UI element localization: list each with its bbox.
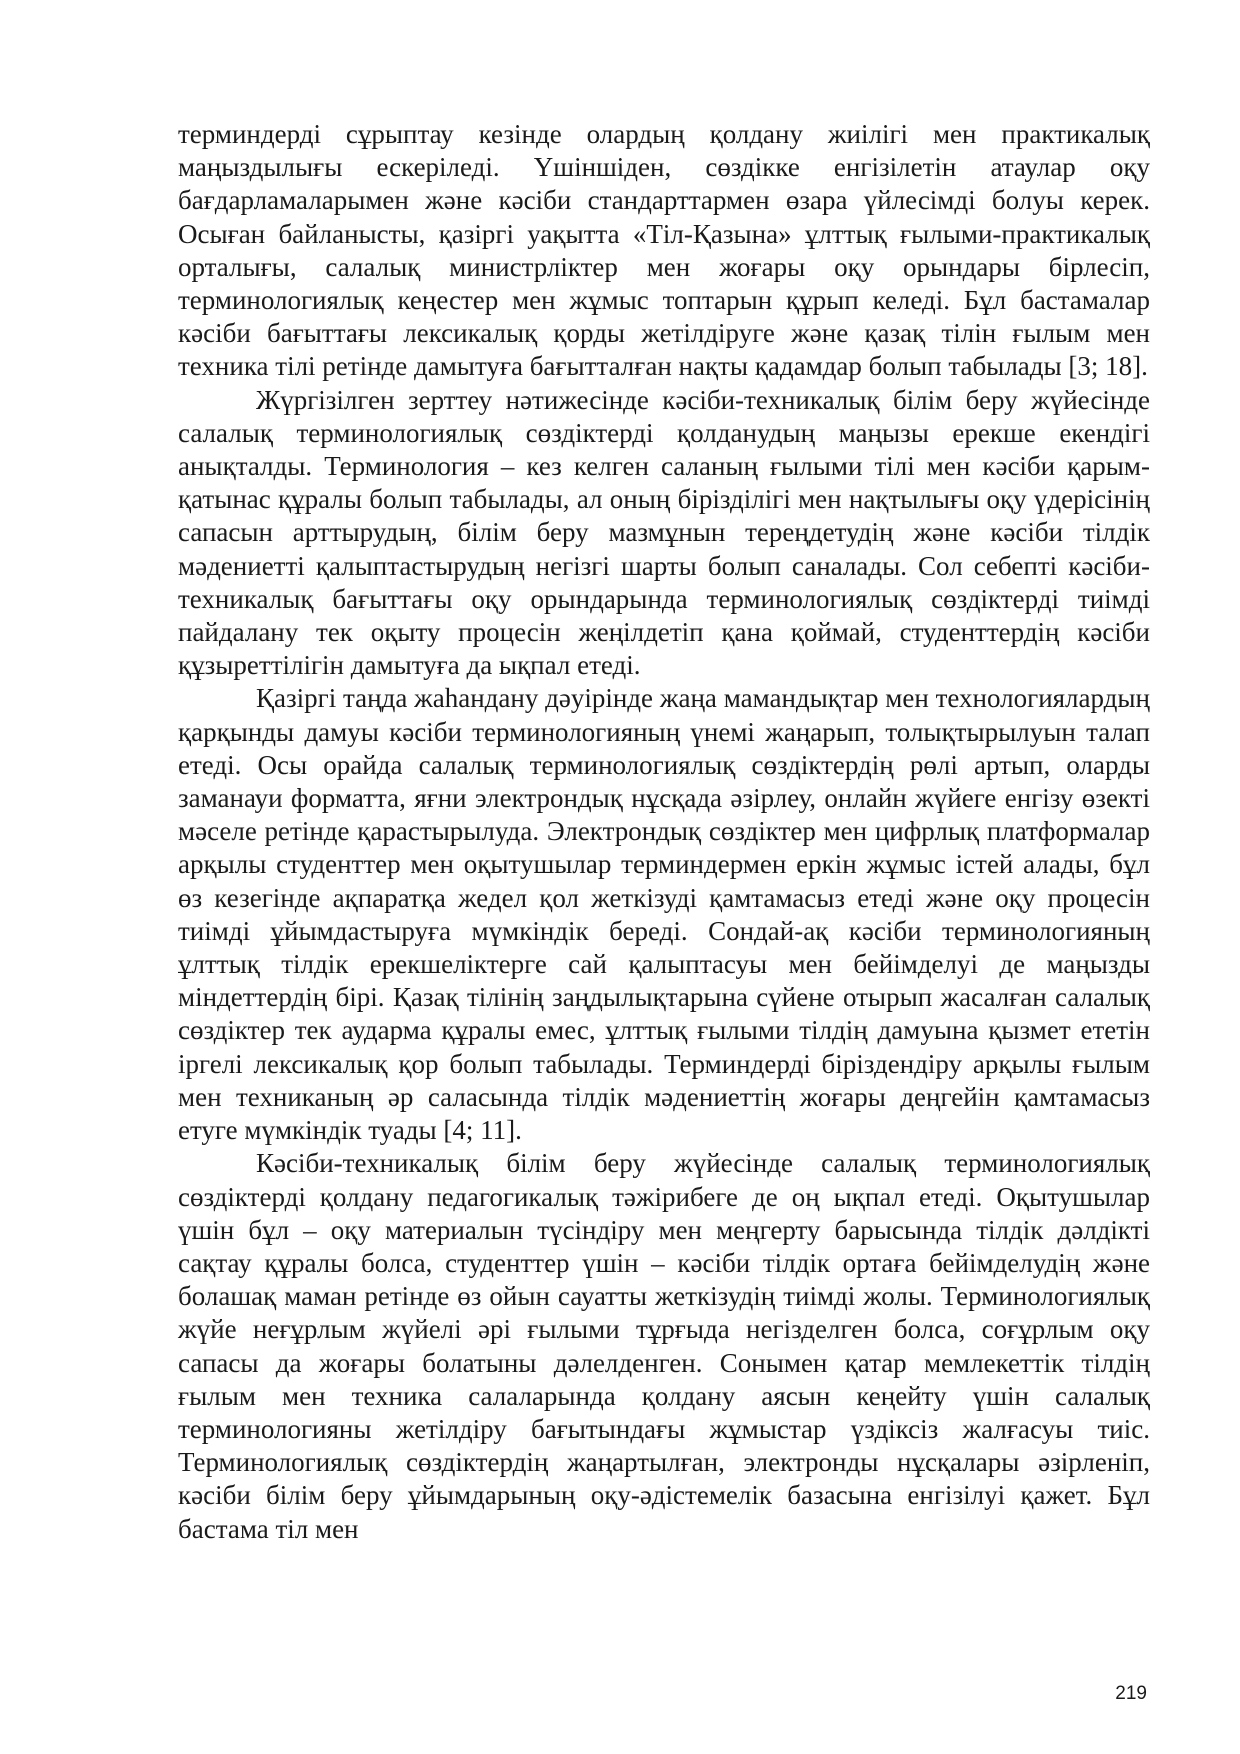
paragraph-globalization: Қазіргі таңда жаһандану дәуірінде жаңа мамандықтар мен технологиялардың қарқынды дамуы кәсіби терминологияның үнемі жаңарып, толықтырылуын талап етеді. Осы орайда салалық терминологиялық сөздіктердің рөлі артып, оларды заманауи форматта, яғни электрондық нұсқада әзірлеу, онлайн жүйеге енгізу өзекті мәселе ретінде қарастырылуда. Электрондық сөздіктер мен цифрлық платформалар арқылы студенттер мен оқытушылар терминдермен еркін жұмыс істей алады, бұл өз кезегінде ақпаратқа жедел қол жеткізуді қамтамасыз етеді және оқу процесін тиімді ұйымдастыруға мүмкіндік береді. Сондай-ақ кәсіби терминологияның ұлттық тілдік ерекшеліктерге сай қалыптасуы мен бейімделуі де маңызды міндеттердің бірі. Қазақ тілінің заңдылықтарына сүйене отырып жасалған салалық сөздіктер тек аударма құралы емес, ұлттық ғылыми тілдің дамуына қызмет ететін іргелі лексикалық қор болып табылады. Терминдерді біріздендіру арқылы ғылым мен техниканың әр саласында тілдік мәдениеттің жоғары деңгейін қамтамасыз етуге мүмкіндік туады [4; 11]. [178,683,1150,1146]
paragraph-continuation: терминдерді сұрыптау кезінде олардың қолдану жиілігі мен практикалық маңыздылығы ескеріледі. Үшіншіден, сөздікке енгізілетін атаулар оқу бағдарламаларымен және кәсіби стандарттармен өзара үйлесімді болуы керек. Осыған байланысты, қазіргі уақытта «Тіл-Қазына» ұлттық ғылыми-практикалық орталығы, салалық министрліктер мен жоғары оқу орындары бірлесіп, терминологиялық кеңестер мен жұмыс топтарын құрып келеді. Бұл бастамалар кәсіби бағыттағы лексикалық қорды жетілдіруге және қазақ тілін ғылым мен техника тілі ретінде дамытуға бағытталған нақты қадамдар болып табылады [3; 18]. [178,119,1150,382]
page-number: 219 [1115,1683,1147,1704]
body-text [178,118,1150,1546]
paragraph-pedagogical-practice: Кәсіби-техникалық білім беру жүйесінде салалық терминологиялық сөздіктерді қолдану педагогикалық тәжірибеге де оң ықпал етеді. Оқытушылар үшін бұл – оқу материалын түсіндіру мен меңгерту барысында тілдік дәлдікті сақтау құралы болса, студенттер үшін – кәсіби тілдік ортаға бейімделудің және болашақ маман ретінде өз ойын сауатты жеткізудің тиімді жолы. Терминологиялық жүйе неғұрлым жүйелі әрі ғылыми тұрғыда негізделген болса, соғұрлым оқу сапасы да жоғары болатыны дәлелденген. Сонымен қатар мемлекеттік тілдің ғылым мен техника салаларында қолдану аясын кеңейту үшін салалық терминологияны жетілдіру бағытындағы жұмыстар үздіксіз жалғасуы тиіс. Терминологиялық сөздіктердің жаңартылған, электронды нұсқалары әзірленіп, кәсіби білім беру ұйымдарының оқу-әдістемелік базасына енгізілуі қажет. Бұл бастама тіл мен [178,1148,1150,1544]
paragraph-research-results: Жүргізілген зерттеу нәтижесінде кәсіби-техникалық білім беру жүйесінде салалық терминологиялық сөздіктерді қолданудың маңызы ерекше екендігі анықталды. Терминология – кез келген саланың ғылыми тілі мен кәсіби қарым-қатынас құралы болып табылады, ал оның бірізділігі мен нақтылығы оқу үдерісінің сапасын арттырудың, білім беру мазмұнын тереңдетудің және кәсіби тілдік мәдениетті қалыптастырудың негізгі шарты болып саналады. Сол себепті кәсіби-техникалық бағыттағы оқу орындарында терминологиялық сөздіктерді тиімді пайдалану тек оқыту процесін жеңілдетіп қана қоймай, студенттердің кәсіби құзыреттілігін дамытуға да ықпал етеді. [178,384,1150,681]
